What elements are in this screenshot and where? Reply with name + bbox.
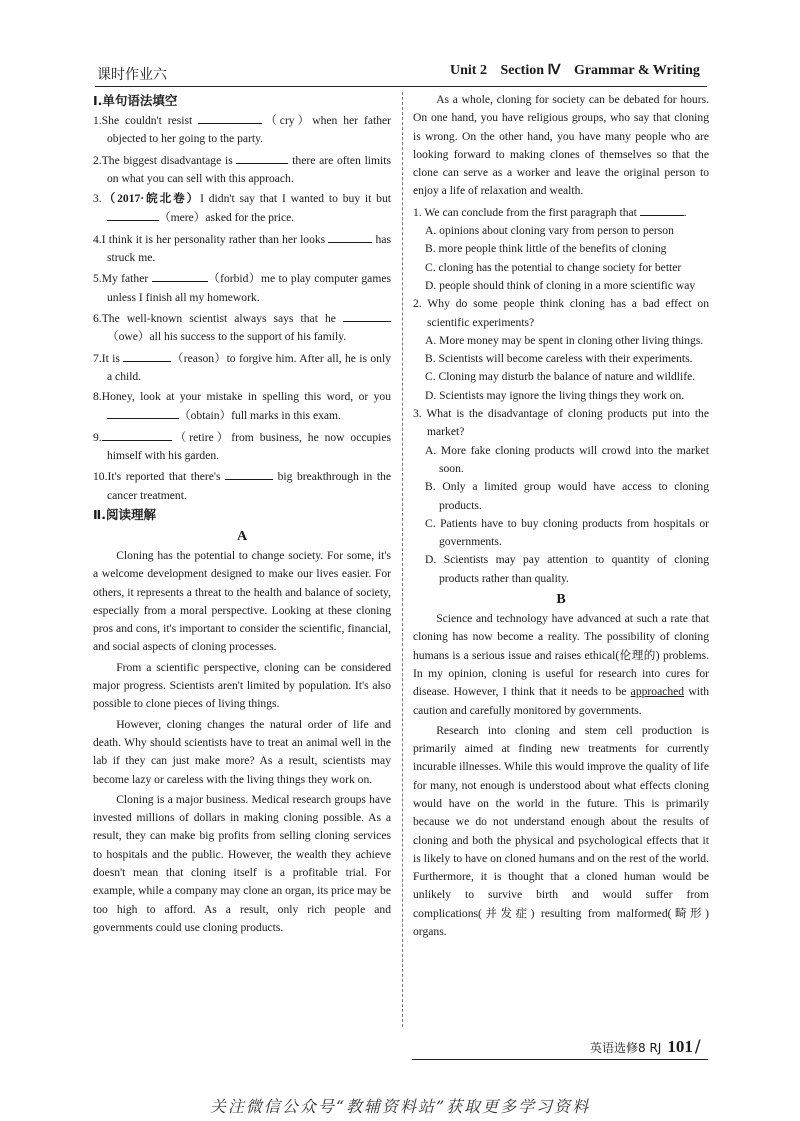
section-label: Section Ⅳ xyxy=(500,63,561,78)
answer-blank[interactable] xyxy=(198,111,262,124)
underlined-word: approached xyxy=(630,685,685,699)
answer-blank[interactable] xyxy=(102,428,172,441)
passage-paragraph: Cloning has the potential to change society. For some, it's a welcome development designed to make our lives easier. For others, it represents a threat to the health and balance of society, especially from a moral perspective. Looking at these cloning pros and cons, it's important to consider the scientific, financial, and social aspects of cloning processes. xyxy=(93,548,391,654)
exercise-item: 7.It is （reason）to forgive him. After all, he is only a child. xyxy=(93,349,391,387)
question-option[interactable]: C. Patients have to buy cloning products from hospitals or governments. xyxy=(425,516,709,549)
page-number: 101 xyxy=(667,1037,693,1056)
header-rule xyxy=(95,86,707,87)
passage-paragraph: From a scientific perspective, cloning can be considered major progress. Scientists aren't limited by population. It's also possible to clone pieces of living things. xyxy=(93,660,391,711)
page-footer xyxy=(590,1037,701,1057)
answer-blank[interactable] xyxy=(107,208,159,221)
passage-paragraph: Science and technology have advanced at such a rate that cloning has now become a reality. The possibility of cloning humans is a serious issue and raises ethical(伦理的) problems. In my opinion, cloning is useful for research into cures for disease. However, I think that it needs to be approached with caution and carefully monitored by governments. xyxy=(413,612,709,717)
exercise-item: 8.Honey, look at your mistake in spelling this word, or you （obtain）full marks in this exam. xyxy=(93,390,391,423)
question-option[interactable]: B. more people think little of the benefits of cloning xyxy=(425,242,667,256)
question-stem: 1. We can conclude from the first paragraph that . xyxy=(413,203,709,222)
page-slash: / xyxy=(694,1037,701,1057)
answer-blank[interactable] xyxy=(236,151,288,164)
question-stem: 3. What is the disadvantage of cloning products put into the market? xyxy=(413,407,709,439)
exercise-item: 5.My father （forbid）me to play computer games unless I finish all my homework. xyxy=(93,269,391,307)
passage-paragraph: However, cloning changes the natural order of life and death. Why should scientists have to treat an animal well in the lab if they can just make more? As a result, scientists may become lazy or careless with the living things they work on. xyxy=(93,717,391,786)
question-option[interactable]: D. Scientists may ignore the living things they work on. xyxy=(425,388,685,402)
question-option[interactable]: C. cloning has the potential to change society for better xyxy=(425,260,682,274)
unit-label: Unit 2 xyxy=(450,63,487,78)
answer-blank[interactable] xyxy=(225,467,273,480)
question-option[interactable]: B. Only a limited group would have access to cloning products. xyxy=(425,480,709,512)
exercise-item: 4.I think it is her personality rather than her looks has struck me. xyxy=(93,230,391,268)
watermark-text: 关注微信公众号“教辅资料站”获取更多学习资料 xyxy=(209,1097,591,1116)
column-divider xyxy=(402,92,403,1027)
question-option[interactable]: C. Cloning may disturb the balance of nature and wildlife. xyxy=(425,370,696,384)
answer-blank[interactable] xyxy=(107,406,179,419)
exercise-item: 6.The well-known scientist always says that he （owe）all his success to the support of his family. xyxy=(93,309,391,347)
passage-paragraph: Research into cloning and stem cell production is primarily aimed at finding new treatments for currently incurable illnesses. While this would improve the quality of life for many, not enough is understood about what effects cloning would have on the world in the future. This is primarily because we do not understand enough about the results of cloning and both the physical and psychological effects that it is likely to have on cloned humans and on the rest of the world. Furthermore, it is thought that a cloned human would be unlikely to survive birth and would suffer from complications(并发症) resulting from malformed(畸形) organs. xyxy=(413,723,709,939)
topic-label: Grammar & Writing xyxy=(573,63,700,78)
exercise-item: 2.The biggest disadvantage is there are often limits on what you can sell with this approach. xyxy=(93,151,391,189)
question-option[interactable]: A. More fake cloning products will crowd into the market soon. xyxy=(425,443,709,475)
question-option[interactable]: A. opinions about cloning vary from person to person xyxy=(425,224,674,238)
passage-b-label: B xyxy=(556,592,566,608)
answer-blank[interactable] xyxy=(343,309,391,322)
unit-heading xyxy=(450,62,710,79)
exercise-item: 1.She couldn't resist （cry）when her father objected to her going to the party. xyxy=(93,111,391,149)
answer-blank[interactable] xyxy=(152,269,208,282)
question-option[interactable]: D. Scientists may pay attention to quantity of cloning products rather than quality. xyxy=(425,553,709,585)
book-label: 英语选修8 RJ xyxy=(590,1041,662,1055)
passage-paragraph: Cloning is a major business. Medical research groups have invested millions of dollars in making cloning possible. As a result, they can make big profits from selling cloning services to hospitals and the public. However, the wealth they achieve doesn't mean that cloning itself is a profitable trial. For example, while a company may clone an organ, its price may be too high to afford. As a result, only rich people and governments could use cloning products. xyxy=(93,792,391,934)
exercise-item: 10.It's reported that there's big breakthrough in the cancer treatment. xyxy=(93,467,391,505)
passage-paragraph: As a whole, cloning for society can be debated for hours. On one hand, you have religious groups, who say that cloning is wrong. On the other hand, you have many people who are looking forward to making clones of themselves so that the clone can serve as a worker and leave the original person to enjoy a life of relaxation and wealth. xyxy=(413,93,709,198)
right-column xyxy=(413,91,709,943)
exercise-item: 3.（2017·皖北卷）I didn't say that I wanted to buy it but （mere）asked for the price. xyxy=(93,192,391,225)
answer-blank[interactable] xyxy=(328,230,372,243)
question-stem: 2. Why do some people think cloning has a bad effect on scientific experiments? xyxy=(413,297,709,329)
assignment-title: 课时作业六 xyxy=(97,67,167,83)
question-option[interactable]: A. More money may be spent in cloning other living things. xyxy=(425,333,704,347)
part2-title: Ⅱ.阅读理解 xyxy=(93,506,156,522)
passage-a-label: A xyxy=(236,528,248,544)
answer-blank[interactable] xyxy=(640,203,684,216)
exercise-item: 9. （retire）from business, he now occupies himself with his garden. xyxy=(93,428,391,466)
question-option[interactable]: D. people should think of cloning in a more scientific way xyxy=(425,278,696,292)
footer-rule xyxy=(412,1059,708,1060)
left-column xyxy=(93,91,391,939)
part1-title: Ⅰ.单句语法填空 xyxy=(93,93,178,108)
question-option[interactable]: B. Scientists will become careless with their experiments. xyxy=(425,352,693,366)
answer-blank[interactable] xyxy=(123,349,171,362)
